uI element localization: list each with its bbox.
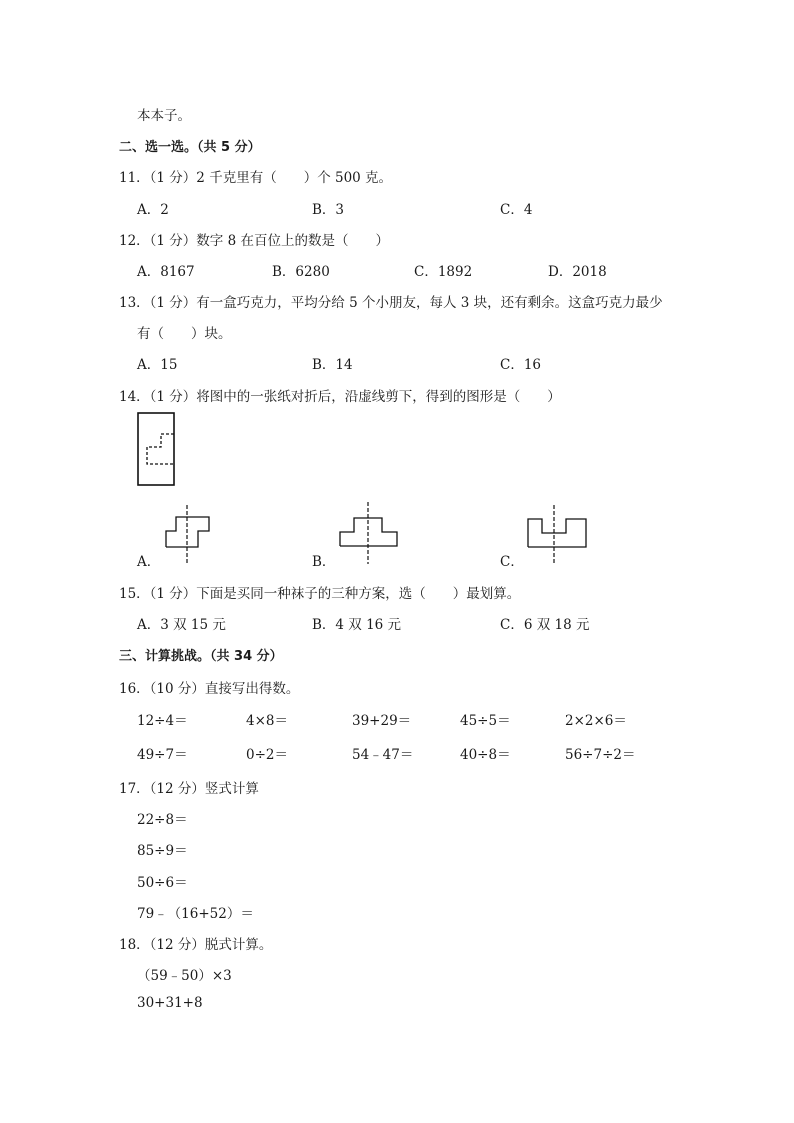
question-17-stem: 17．（12 分）竖式计算 bbox=[119, 781, 259, 797]
question-11-stem: 11．（1 分）2 千克里有（ ）个 500 克。 bbox=[119, 170, 393, 186]
continuation-text: 本本子。 bbox=[137, 108, 191, 124]
q17-item: 22÷8＝ bbox=[137, 812, 188, 828]
question-13-stem-line2: 有（ ）块。 bbox=[137, 326, 232, 342]
question-12-stem: 12．（1 分）数字 8 在百位上的数是（ ） bbox=[119, 233, 389, 249]
question-13-option-c[interactable]: C．16 bbox=[500, 357, 542, 373]
q16-item: 54﹣47＝ bbox=[352, 747, 414, 763]
question-12-option-b[interactable]: B．6280 bbox=[272, 264, 330, 280]
question-11-option-c[interactable]: C．4 bbox=[500, 202, 533, 218]
q16-item: 39+29＝ bbox=[352, 713, 412, 729]
question-13-option-a[interactable]: A．15 bbox=[137, 357, 178, 373]
q16-item: 56÷7÷2＝ bbox=[565, 747, 636, 763]
question-14-option-c[interactable]: C． bbox=[500, 554, 524, 570]
q17-item: 79﹣（16+52）＝ bbox=[137, 906, 254, 922]
folded-paper-figure bbox=[137, 412, 177, 488]
question-15-stem: 15．（1 分）下面是买同一种袜子的三种方案，选（ ）最划算。 bbox=[119, 586, 521, 602]
question-12-option-c[interactable]: C．1892 bbox=[414, 264, 473, 280]
q17-item: 50÷6＝ bbox=[137, 875, 188, 891]
q17-item: 85÷9＝ bbox=[137, 843, 188, 859]
q16-item: 4×8＝ bbox=[246, 713, 288, 729]
question-14-stem: 14．（1 分）将图中的一张纸对折后，沿虚线剪下，得到的图形是（ ） bbox=[119, 389, 561, 405]
section-3-heading: 三、计算挑战。（共 34 分） bbox=[119, 649, 283, 664]
q16-item: 12÷4＝ bbox=[137, 713, 188, 729]
option-c-shape[interactable] bbox=[526, 505, 590, 565]
question-11-option-a[interactable]: A．2 bbox=[137, 202, 169, 218]
q18-item: 30+31+8 bbox=[137, 995, 203, 1011]
q16-item: 45÷5＝ bbox=[460, 713, 511, 729]
q16-item: 0÷2＝ bbox=[246, 747, 288, 763]
question-14-option-a[interactable]: A． bbox=[137, 554, 161, 570]
question-12-option-d[interactable]: D．2018 bbox=[548, 264, 607, 280]
q16-item: 49÷7＝ bbox=[137, 747, 188, 763]
question-16-stem: 16．（10 分）直接写出得数。 bbox=[119, 681, 300, 697]
question-15-option-c[interactable]: C．6 双 18 元 bbox=[500, 617, 590, 633]
question-13-stem-line1: 13．（1 分）有一盒巧克力，平均分给 5 个小朋友，每人 3 块，还有剩余。这盒巧克力最少 bbox=[119, 295, 663, 311]
question-11-option-b[interactable]: B．3 bbox=[312, 202, 345, 218]
option-a-shape[interactable] bbox=[164, 505, 212, 567]
question-12-option-a[interactable]: A．8167 bbox=[137, 264, 195, 280]
question-15-option-b[interactable]: B．4 双 16 元 bbox=[312, 617, 402, 633]
question-15-option-a[interactable]: A．3 双 15 元 bbox=[137, 617, 226, 633]
question-13-option-b[interactable]: B．14 bbox=[312, 357, 353, 373]
section-2-heading: 二、选一选。（共 5 分） bbox=[119, 140, 261, 155]
option-b-shape[interactable] bbox=[338, 502, 400, 564]
question-18-stem: 18．（12 分）脱式计算。 bbox=[119, 937, 273, 953]
q18-item: （59﹣50）×3 bbox=[137, 968, 232, 984]
q16-item: 40÷8＝ bbox=[460, 747, 511, 763]
question-14-option-b[interactable]: B． bbox=[312, 554, 336, 570]
q16-item: 2×2×6＝ bbox=[565, 713, 627, 729]
